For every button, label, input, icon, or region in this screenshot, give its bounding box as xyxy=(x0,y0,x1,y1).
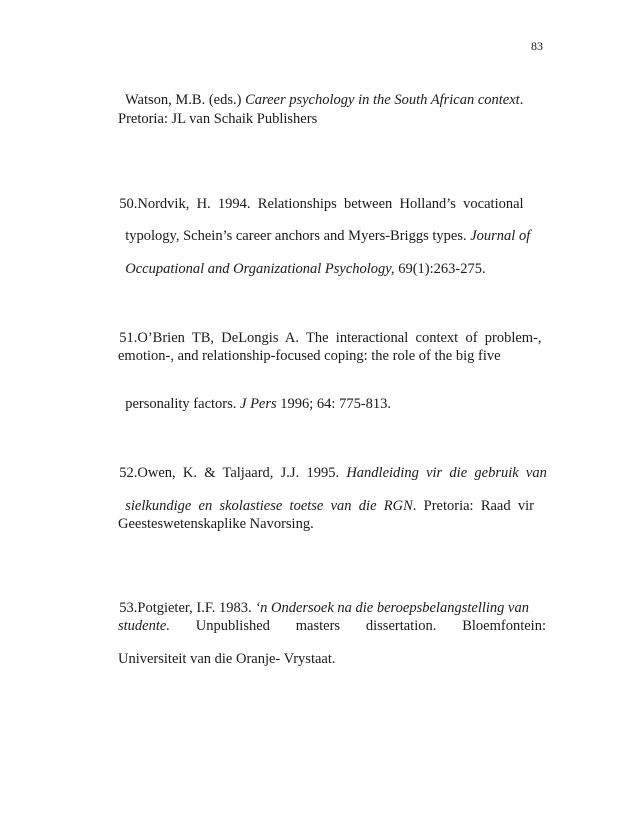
entry-50-journal: Journal of xyxy=(470,227,531,244)
entry-51-number: 51. xyxy=(119,329,138,346)
entry-51-year: 1996; 64: 775-813. xyxy=(276,395,392,412)
entry-50-number: 50. xyxy=(119,195,138,212)
entry-53-number: 53. xyxy=(119,599,138,616)
entry-53-line-2 xyxy=(118,619,546,634)
entry-51-text: O’Brien TB, DeLongis A. The interactional context of problem-, xyxy=(137,329,542,346)
entry-49-title-end: . xyxy=(519,91,524,108)
entry-51-line-1 xyxy=(112,316,542,345)
entry-53-word-4: Bloemfontein: xyxy=(462,618,546,634)
entry-53-word-2: masters xyxy=(295,618,341,634)
entry-52-line-3: Geesteswetenskaplike Navorsing. xyxy=(118,516,314,532)
entry-49-author: Watson, M.B. (eds.) xyxy=(125,91,246,108)
entry-53-line-1 xyxy=(112,586,529,615)
entry-52-title-cont: sielkundige en skolastiese toetse van die RGN xyxy=(125,497,413,514)
entry-53-title: ‘n Ondersoek na die beroepsbelangstelling van xyxy=(255,599,529,616)
page-number: 83 xyxy=(531,39,543,53)
entry-49-line-2: Pretoria: JL van Schaik Publishers xyxy=(118,111,318,127)
entry-53-word-1: Unpublished xyxy=(195,618,270,634)
entry-50-volume: 69(1):263-275. xyxy=(394,260,486,277)
entry-53-line-3: Universiteit van die Oranje- Vrystaat. xyxy=(118,651,336,667)
entry-51-line-2: emotion-, and relationship-focused coping: the role of the big five xyxy=(118,348,501,364)
entry-52-line-1 xyxy=(112,451,547,480)
entry-50-line-1 xyxy=(112,182,524,211)
entry-53-title-cont: studente. xyxy=(118,618,170,634)
entry-51-line-3 xyxy=(118,382,391,411)
entry-50-journal-cont: Occupational and Organizational Psychology, xyxy=(125,260,395,277)
entry-52-line-2 xyxy=(118,484,534,513)
entry-49-line-1 xyxy=(118,78,523,107)
entry-50-line-2 xyxy=(118,214,530,243)
entry-50-text: Nordvik, H. 1994. Relationships between Holland’s vocational xyxy=(137,195,524,212)
entry-52-number: 52. xyxy=(119,464,138,481)
entry-52-publisher: . Pretoria: Raad vir xyxy=(412,497,534,514)
entry-53-author: Potgieter, I.F. 1983. xyxy=(137,599,256,616)
entry-51-text-3: personality factors. xyxy=(125,395,241,412)
entry-52-authors: Owen, K. & Taljaard, J.J. 1995. xyxy=(137,464,347,481)
entry-53-word-3: dissertation. xyxy=(365,618,437,634)
entry-52-title: Handleiding vir die gebruik van xyxy=(346,464,547,481)
entry-50-text-2: typology, Schein’s career anchors and Myers-Briggs types. xyxy=(125,227,471,244)
entry-50-line-3 xyxy=(118,247,486,276)
entry-51-journal: J Pers xyxy=(240,395,277,412)
entry-49-title: Career psychology in the South African context xyxy=(245,91,520,108)
